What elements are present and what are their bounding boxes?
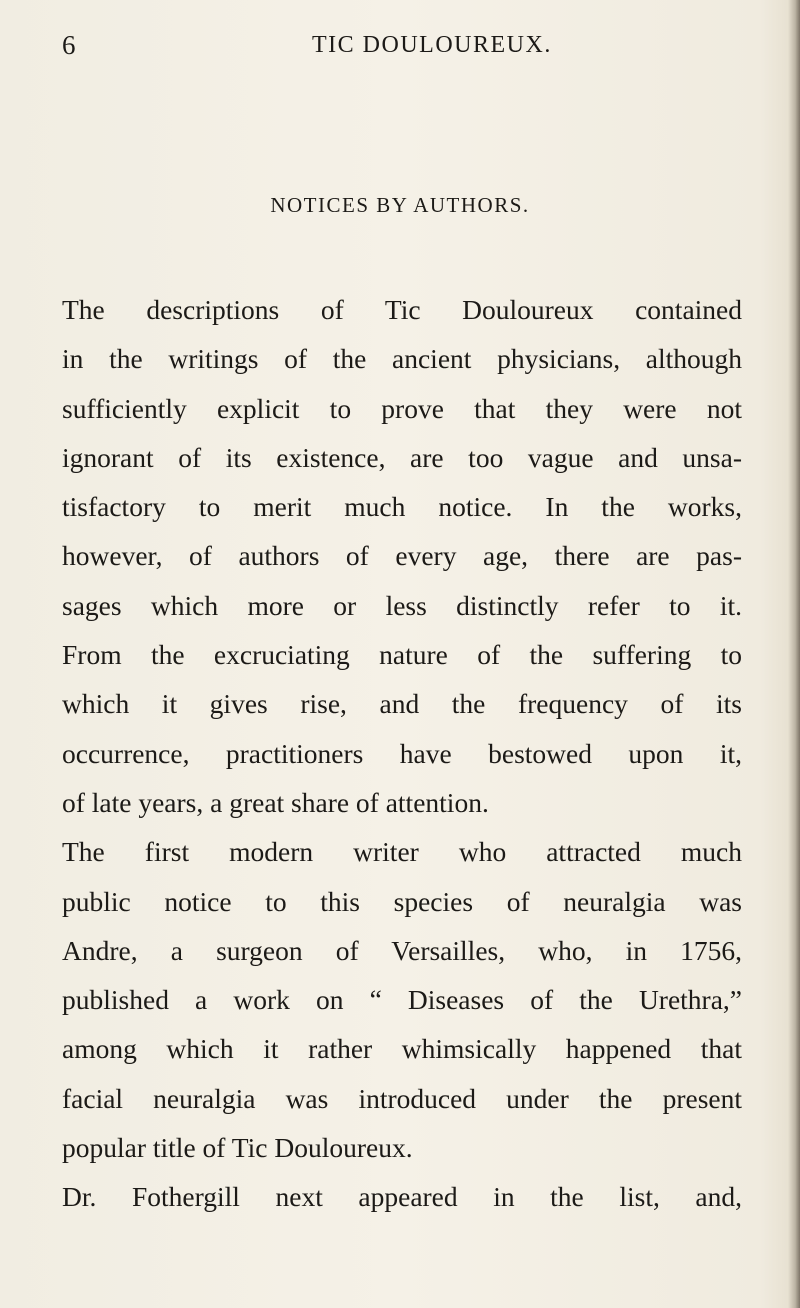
text-line: ignorant of its existence, are too vague and unsa-	[62, 441, 742, 473]
paragraph	[62, 285, 742, 827]
running-head	[40, 30, 760, 70]
page-number: 6	[62, 30, 76, 60]
text-line: popular title of Tic Douloureux.	[62, 1132, 413, 1164]
text-line: facial neuralgia was introduced under the present	[62, 1082, 742, 1114]
text-line: among which it rather whimsically happened that	[62, 1033, 742, 1065]
text-line: in the writings of the ancient physicians, although	[62, 343, 742, 375]
text-line: sages which more or less distinctly refer to it.	[62, 589, 742, 621]
text-line: published a work on “ Diseases of the Urethra,”	[62, 984, 742, 1016]
body-text	[62, 285, 742, 1222]
paragraph	[62, 1172, 742, 1221]
text-line: Andre, a surgeon of Versailles, who, in 1756,	[62, 934, 742, 966]
text-line: public notice to this species of neuralgia was	[62, 885, 742, 917]
text-line: of late years, a great share of attention.	[62, 786, 489, 818]
text-line: Dr. Fothergill next appeared in the list, and,	[62, 1181, 742, 1213]
page-edge-shadow	[788, 0, 800, 1308]
text-line: The descriptions of Tic Douloureux contained	[62, 294, 742, 325]
running-title: TIC DOULOUREUX.	[312, 32, 552, 58]
text-line: tisfactory to merit much notice. In the works,	[62, 491, 742, 523]
text-line: sufficiently explicit to prove that they were not	[62, 392, 742, 424]
paragraph	[62, 827, 742, 1172]
text-line: From the excruciating nature of the suffering to	[62, 639, 742, 671]
text-line: however, of authors of every age, there are pas-	[62, 540, 742, 572]
text-line: occurrence, practitioners have bestowed upon it,	[62, 737, 742, 769]
section-heading: NOTICES BY AUTHORS.	[270, 193, 530, 217]
text-line: which it gives rise, and the frequency of its	[62, 688, 742, 720]
text-line: The first modern writer who attracted much	[62, 836, 742, 868]
